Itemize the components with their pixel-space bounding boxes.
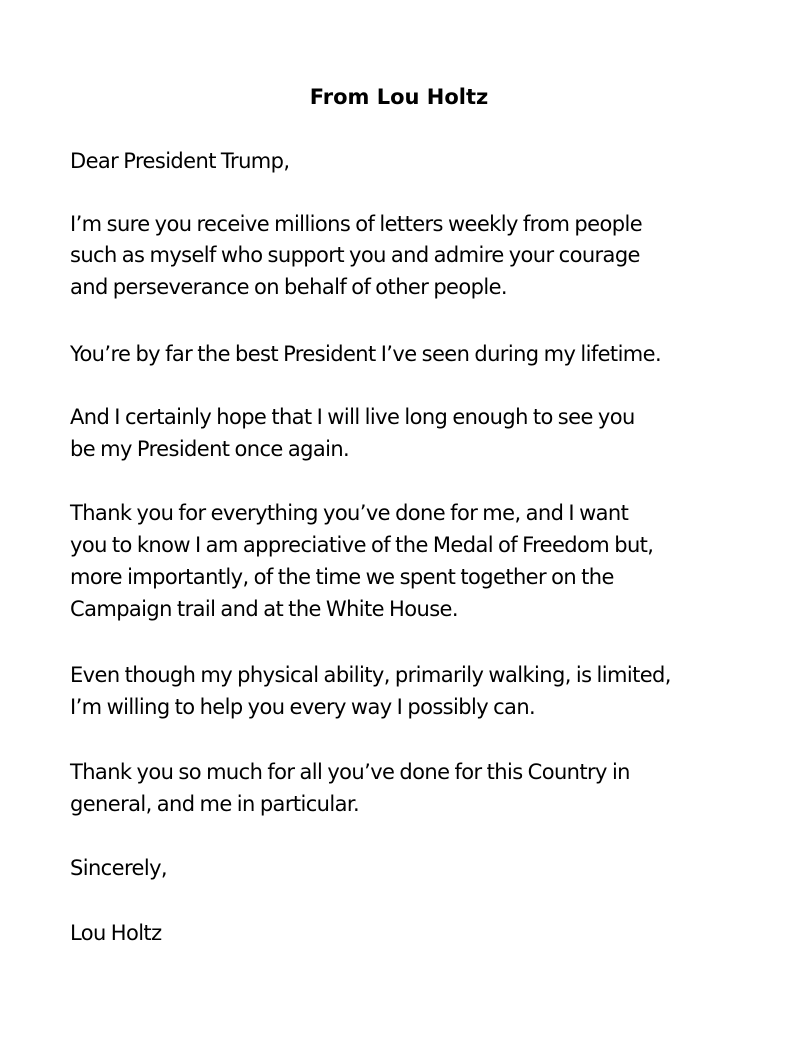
signature: Lou Holtz <box>70 921 162 945</box>
closing: Sincerely, <box>70 856 167 880</box>
paragraph-line: And I certainly hope that I will live long enough to see you <box>70 405 635 429</box>
paragraph-line: Thank you so much for all you’ve done for this Country in <box>70 760 630 784</box>
paragraph-line: such as myself who support you and admire your courage <box>70 243 640 267</box>
paragraph-line: I’m willing to help you every way I possibly can. <box>70 695 536 719</box>
paragraph-line: general, and me in particular. <box>70 792 360 816</box>
paragraph-line: I’m sure you receive millions of letters weekly from people <box>70 212 643 236</box>
paragraph-line: Thank you for everything you’ve done for me, and I want <box>70 501 629 525</box>
paragraph-line: You’re by far the best President I’ve seen during my lifetime. <box>70 342 662 366</box>
paragraph-line: be my President once again. <box>70 437 350 461</box>
salutation: Dear President Trump, <box>70 149 290 173</box>
paragraph-line: more importantly, of the time we spent together on the <box>70 565 614 589</box>
letter-title: From Lou Holtz <box>309 85 489 109</box>
paragraph-line: you to know I am appreciative of the Medal of Freedom but, <box>70 533 654 557</box>
paragraph-line: and perseverance on behalf of other people. <box>70 275 507 299</box>
paragraph-line: Campaign trail and at the White House. <box>70 597 458 621</box>
paragraph-line: Even though my physical ability, primarily walking, is limited, <box>70 663 671 687</box>
